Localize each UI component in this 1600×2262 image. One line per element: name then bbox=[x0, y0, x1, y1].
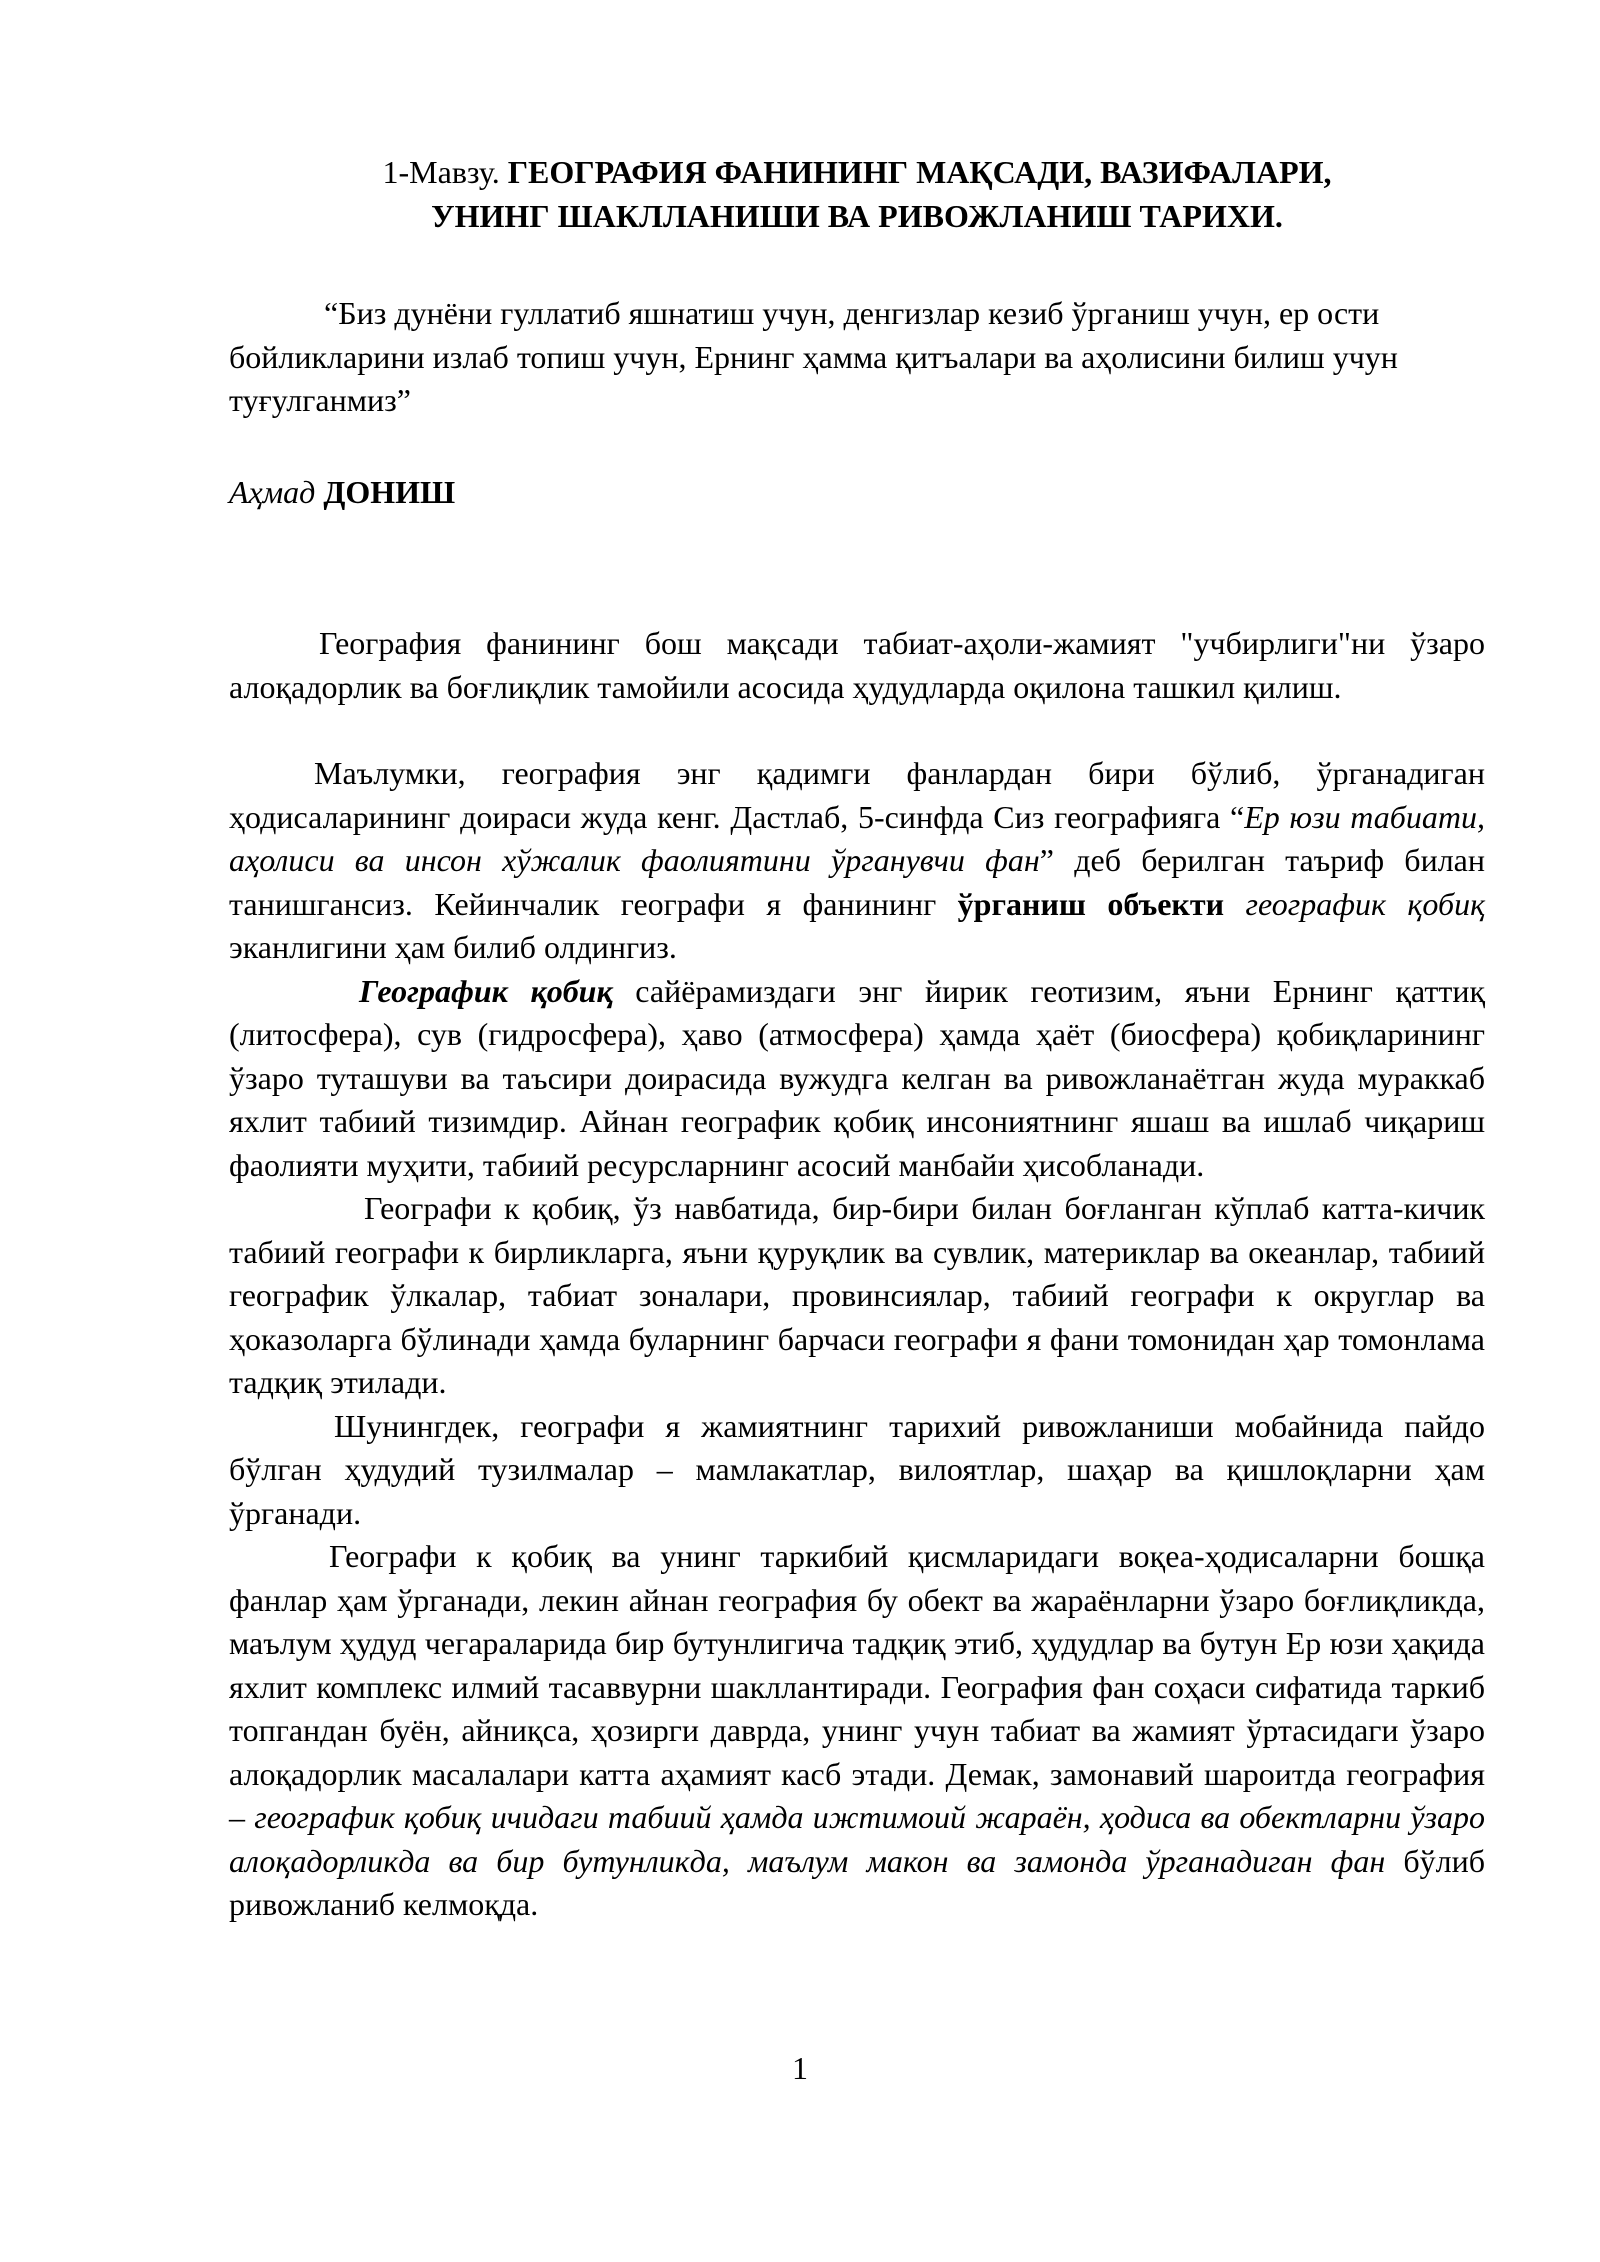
title-line-1: ГЕОГРАФИЯ ФАНИНИНГ МАҚСАДИ, ВАЗИФАЛАРИ, bbox=[507, 154, 1332, 190]
text-run: ” деб берилган таъриф билан танишгансиз. Кейинчалик географи я фанининг bbox=[229, 842, 1485, 922]
paragraph-territorial-structures: Шунингдек, географи я жамиятнинг тарихий ривожланиши мобайнида пайдо бўлган ҳудудий тузилмалар – мамлакатлар, вилоятлар, шаҳар ва қишлоқларни ҳам ўрганади. bbox=[229, 1407, 1485, 1531]
text-run bbox=[1224, 886, 1245, 922]
author-last-name: ДОНИШ bbox=[323, 473, 456, 510]
epigraph-author bbox=[229, 471, 1485, 515]
title-line-2: УНИНГ ШАКЛЛАНИШИ ВА РИВОЖЛАНИШ ТАРИХИ. bbox=[431, 198, 1283, 234]
bold-italic-term: Географик қобиқ bbox=[359, 972, 613, 1009]
epigraph-quote: “Биз дунёни гуллатиб яшнатиш учун, денгизлар кезиб ўрганиш учун, ер ости бойликларини излаб топиш учун, Ернинг ҳамма қитъалари ва аҳолисини билиш учун туғулганмиз” bbox=[229, 295, 1398, 418]
paragraph-goal: География фанининг бош мақсади табиат-аҳоли-жамият "учбирлиги"ни ўзаро алоқадорлик ва боғлиқлик тамойили асосида ҳудудларда оқилона ташкил қилиш. bbox=[229, 625, 1485, 705]
bold-term: ўрганиш объекти bbox=[957, 885, 1225, 922]
page-number: 1 bbox=[792, 2050, 808, 2086]
paragraph-divisions: Географи к қобиқ, ўз навбатида, бир-бири билан боғланган кўплаб катта-кичик табиий географи к бирликларга, яъни қуруқлик ва сувлик, материклар ва океанлар, табиий географик ўлкалар, табиат зоналари, провинсиялар, табиий географи к округлар ва ҳоказоларга бўлинади ҳамда буларнинг барчаси географи я фани томонидан ҳар томонлама тадқиқ этилади. bbox=[229, 1190, 1485, 1400]
page-content bbox=[229, 150, 1485, 1927]
paragraph-geographic-envelope bbox=[229, 970, 1485, 1188]
paragraph-modern-geography bbox=[229, 1535, 1485, 1927]
text-run: бўлиб ривожланиб келмоқда. bbox=[229, 1842, 1486, 1922]
page-title bbox=[229, 150, 1485, 238]
text-run: эканлигини ҳам билиб олдингиз. bbox=[229, 929, 677, 965]
text-run: сайёрамиздаги энг йирик геотизим, яъни Ернинг қаттиқ (литосфера), сув (гидросфера), ҳаво (атмосфера) ҳамда ҳаёт (биосфера) қобиқларининг ўзаро туташуви ва таъсири доирасида вужудга келган ва ривожланаётган жуда мураккаб яхлит табиий тизимдир. Айнан географик қобиқ инсониятнинг яшаш ва ишлаб чиқариш фаолияти муҳити, табиий ресурсларнинг асосий манбайи ҳисобланади. bbox=[229, 972, 1486, 1183]
text-run: Маълумки, география энг қадимги фанлардан бири бўлиб, ўрганадиган ҳодисаларининг доираси жуда кенг. Дастлаб, 5-синфда Сиз географияга “ bbox=[229, 755, 1485, 835]
author-first-name: Аҳмад bbox=[229, 473, 316, 510]
text-run: Географи к қобиқ ва унинг таркибий қисмларидаги воқеа-ҳодисаларни бошқа фанлар ҳам ўрганади, лекин айнан география бу обект ва жараёнларни ўзаро боғлиқликда, маълум ҳудуд чегараларида бир бутунлигича тадқиқ этиб, ҳудудлар ва бутун Ер юзи ҳақида яхлит комплекс илмий тасаввурни шакллантиради. География фан соҳаси сифатида таркиб топгандан буён, айниқса, ҳозирги даврда, унинг учун табиат ва жамият ўртасидаги ўзаро алоқадорлик масалалари катта аҳамият касб этади. Демак, замонавий шароитда география – bbox=[229, 1538, 1485, 1835]
title-prefix: 1-Мавзу. bbox=[382, 154, 508, 190]
italic-definition: географик қобиқ ичидаги табиий ҳамда ижтимоий жараён, ҳодиса ва обектларни ўзаро алоқадорликда ва бир бутунликда, маълум макон ва замонда ўрганадиган фан bbox=[229, 1799, 1486, 1879]
italic-term: географик қобиқ bbox=[1245, 885, 1486, 922]
italic-definition: Ер юзи табиати, аҳолиси ва инсон хўжалик фаолиятини ўрганувчи фан bbox=[229, 798, 1486, 878]
paragraph-intro bbox=[229, 752, 1485, 970]
